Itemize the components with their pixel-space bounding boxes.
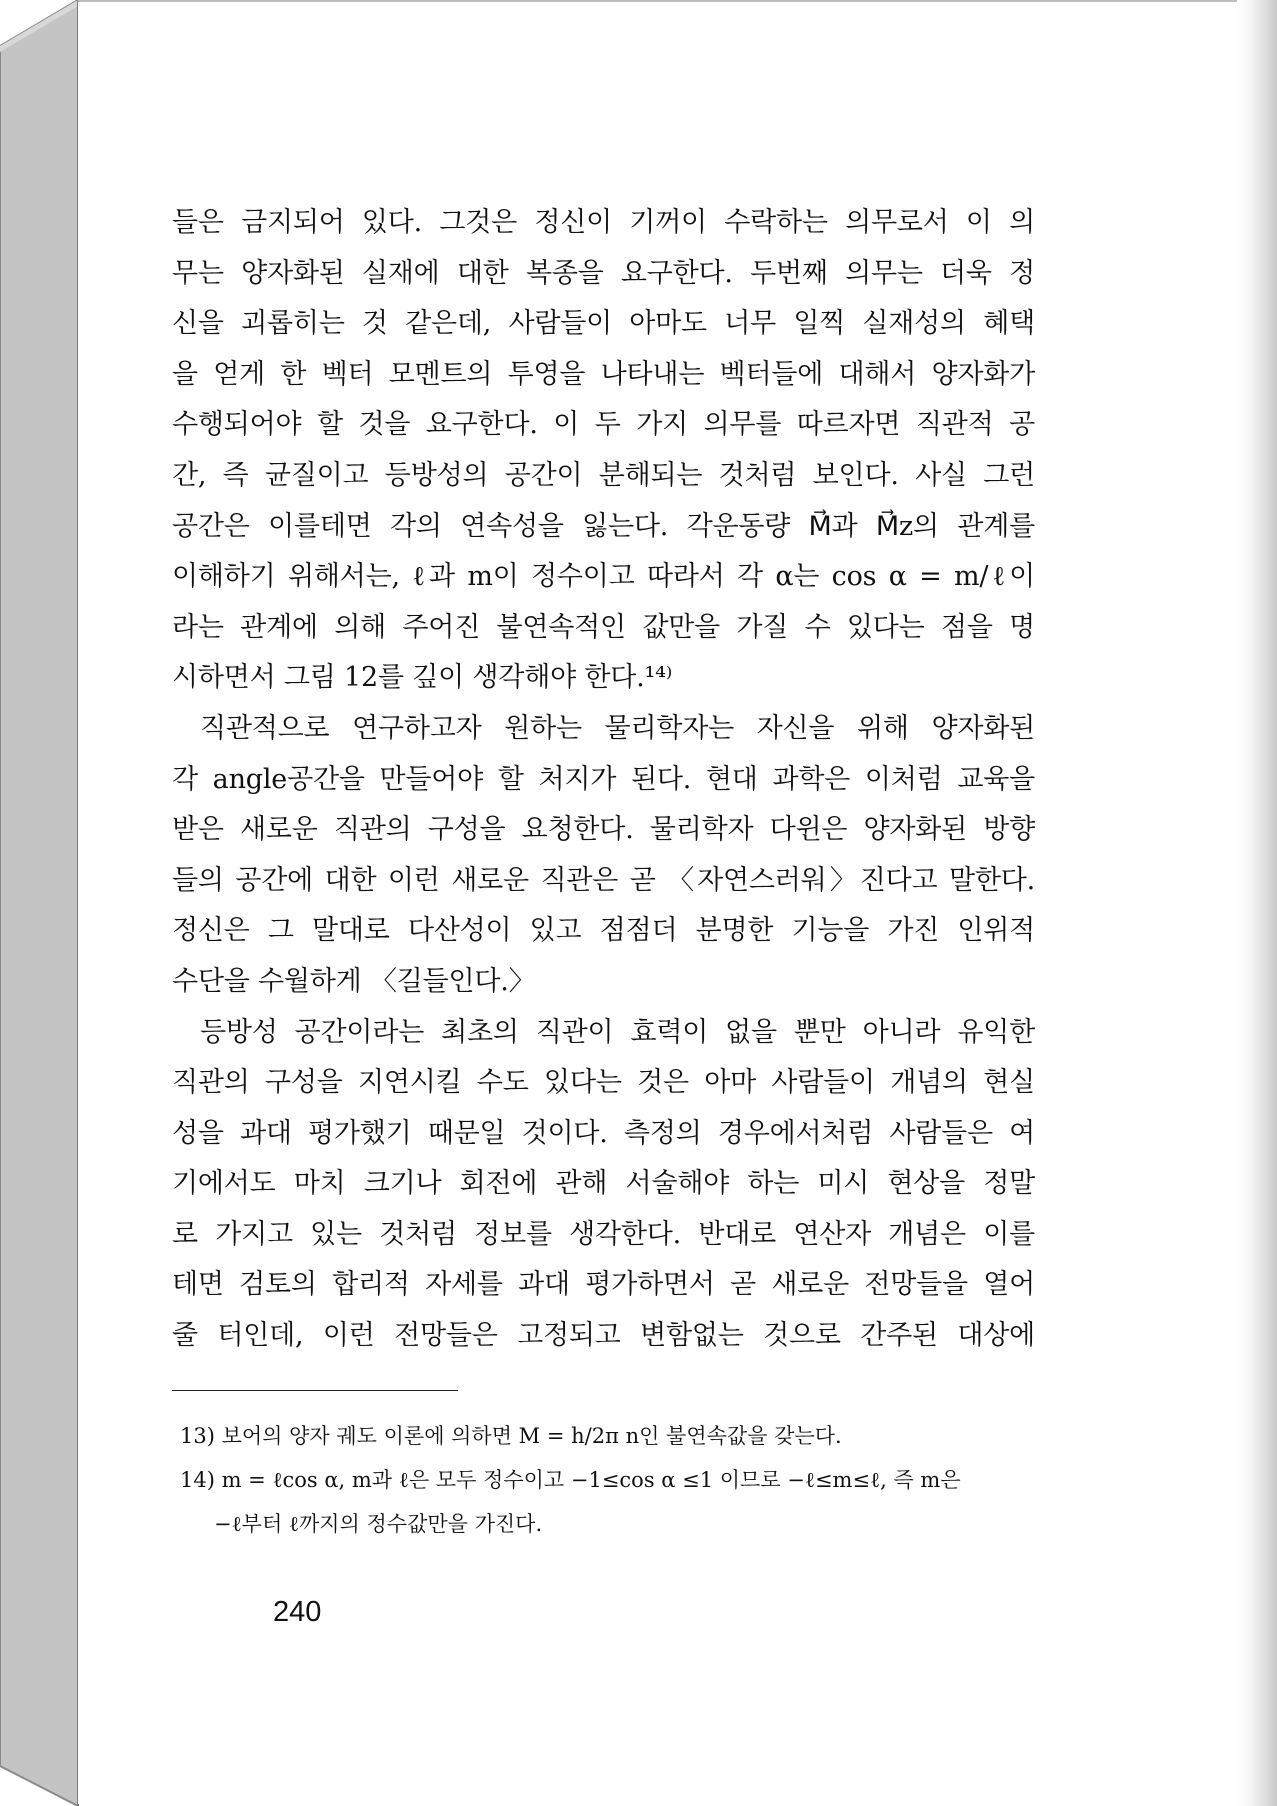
body-line: 라는 관계에 의해 주어진 불연속적인 값만을 가질 수 있다는 점을 명: [172, 611, 1035, 643]
body-line: 받은 새로운 직관의 구성을 요청한다. 물리학자 다윈은 양자화된 방향: [172, 814, 1035, 846]
body-line: 신을 괴롭히는 것 같은데, 사람들이 아마도 너무 일찍 실재성의 혜택: [172, 308, 1035, 340]
body-line: 간, 즉 균질이고 등방성의 공간이 분해되는 것처럼 보인다. 사실 그런: [172, 459, 1035, 491]
body-line: 기에서도 마치 크기나 회전에 관해 서술해야 하는 미시 현상을 정말: [172, 1168, 1035, 1200]
body-line: 줄 터인데, 이런 전망들은 고정되고 변함없는 것으로 간주된 대상에: [172, 1320, 1035, 1352]
footnote-14: 14) m = ℓcos α, m과 ℓ은 모두 정수이고 −1≤cos α ≤1 이므로 −ℓ≤m≤ℓ, 즉 m은: [180, 1468, 961, 1492]
body-line: 들의 공간에 대한 이런 새로운 직관은 곧 〈자연스러워〉진다고 말한다.: [172, 864, 1035, 896]
body-line: 성을 과대 평가했기 때문일 것이다. 측정의 경우에서처럼 사람들은 여: [172, 1117, 1035, 1149]
body-line: 무는 양자화된 실재에 대한 복종을 요구한다. 두번째 의무는 더욱 정: [172, 257, 1035, 289]
body-line: 테면 검토의 합리적 자세를 과대 평가하면서 곧 새로운 전망들을 열어: [172, 1269, 1035, 1301]
body-line: 시하면서 그림 12를 깊이 생각해야 한다.¹⁴⁾: [172, 662, 673, 694]
book-spine: [0, 0, 80, 1806]
body-line: 공간은 이를테면 각의 연속성을 잃는다. 각운동량 M⃗과 M⃗z의 관계를: [172, 510, 1035, 542]
footnote-separator: [172, 1390, 458, 1391]
body-line: 직관의 구성을 지연시킬 수도 있다는 것은 아마 사람들이 개념의 현실: [172, 1067, 1035, 1099]
page-number: 240: [273, 1596, 322, 1628]
body-line: 등방성 공간이라는 최초의 직관이 효력이 없을 뿐만 아니라 유익한: [200, 1016, 1035, 1048]
body-line: 각 angle공간을 만들어야 할 처지가 된다. 현대 과학은 이처럼 교육을: [172, 763, 1035, 795]
body-line: 직관적으로 연구하고자 원하는 물리학자는 자신을 위해 양자화된: [200, 712, 1035, 744]
body-text: [172, 198, 1035, 1362]
body-line: 로 가지고 있는 것처럼 정보를 생각한다. 반대로 연산자 개념은 이를: [172, 1218, 1035, 1250]
body-line: 이해하기 위해서는, ℓ과 m이 정수이고 따라서 각 α는 cos α = m/ℓ이: [172, 561, 1035, 593]
body-line: 들은 금지되어 있다. 그것은 정신이 기꺼이 수락하는 의무로서 이 의: [172, 207, 1035, 238]
body-line: 수단을 수월하게 〈길들인다.〉: [172, 965, 536, 997]
body-line: 을 얻게 한 벡터 모멘트의 투영을 나타내는 벡터들에 대해서 양자화가: [172, 358, 1035, 390]
footnote-14-continued: −ℓ부터 ℓ까지의 정수값만을 가진다.: [214, 1512, 543, 1536]
footnote-13: 13) 보어의 양자 궤도 이론에 의하면 M = h/2π n인 불연속값을 갖는다.: [180, 1424, 842, 1448]
body-line: 수행되어야 할 것을 요구한다. 이 두 가지 의무를 따르자면 직관적 공: [172, 409, 1035, 441]
footnotes: [180, 1414, 1035, 1546]
page-right-edge: [1237, 0, 1277, 1806]
book-spine-graphic: [0, 0, 80, 1806]
body-line: 정신은 그 말대로 다산성이 있고 점점더 분명한 기능을 가진 인위적: [172, 915, 1035, 947]
